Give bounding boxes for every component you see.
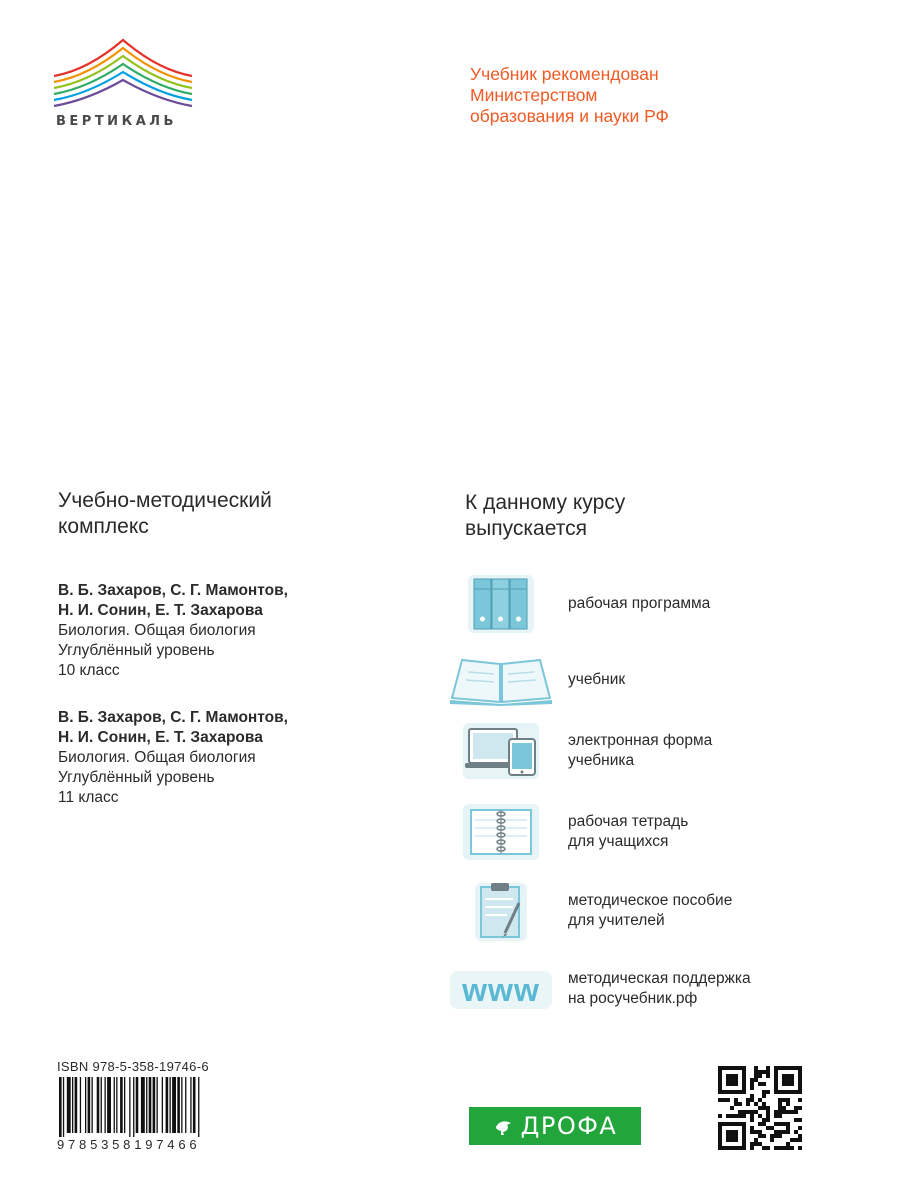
www-icon-text: www bbox=[462, 972, 540, 1008]
book-authors: В. Б. Захаров, С. Г. Мамонтов, bbox=[58, 709, 288, 726]
book-title: Биология. Общая биология bbox=[58, 749, 256, 766]
resource-item bbox=[448, 648, 848, 712]
logo-text: ВЕРТИКАЛЬ bbox=[56, 114, 177, 129]
publisher-name: ДРОФА bbox=[520, 1112, 618, 1140]
qr-code-icon bbox=[718, 1066, 802, 1150]
resource-label-line: рабочая тетрадь bbox=[568, 813, 689, 830]
www-icon bbox=[448, 957, 554, 1021]
book-level: Углублённый уровень bbox=[58, 769, 215, 786]
course-heading bbox=[465, 490, 825, 542]
bird-icon bbox=[493, 1115, 515, 1137]
book-grade: 10 класс bbox=[58, 662, 120, 679]
resource-item bbox=[448, 800, 848, 864]
resource-item bbox=[448, 957, 848, 1021]
logo-arcs-icon bbox=[48, 36, 198, 112]
resource-label-line: на росучебник.рф bbox=[568, 990, 698, 1007]
recommendation-line: Министерством bbox=[470, 85, 598, 105]
book-entry bbox=[58, 581, 418, 681]
resource-label-line: учебника bbox=[568, 752, 635, 769]
logo-arc bbox=[54, 80, 192, 106]
binders-icon bbox=[448, 572, 554, 636]
barcode-icon bbox=[57, 1077, 247, 1137]
isbn-label: ISBN 978-5-358-19746-6 bbox=[57, 1059, 209, 1074]
book-authors: Н. И. Сонин, Е. Т. Захарова bbox=[58, 729, 263, 746]
book-entry bbox=[58, 708, 418, 808]
heading-line: Учебно-методический bbox=[58, 489, 272, 512]
book-authors: Н. И. Сонин, Е. Т. Захарова bbox=[58, 602, 263, 619]
heading-line: выпускается bbox=[465, 517, 587, 540]
notebook-icon bbox=[448, 800, 554, 864]
resource-label bbox=[568, 812, 688, 852]
recommendation-note bbox=[470, 64, 830, 127]
book-grade: 11 класс bbox=[58, 789, 119, 806]
resource-label-line: электронная форма bbox=[568, 732, 713, 749]
resource-label-line: методическая поддержка bbox=[568, 970, 751, 987]
devices-icon bbox=[448, 719, 554, 783]
recommendation-line: образования и науки РФ bbox=[470, 106, 669, 126]
umk-heading bbox=[58, 488, 418, 540]
resource-item bbox=[448, 879, 848, 943]
resource-label bbox=[568, 670, 625, 690]
open-book-icon bbox=[448, 648, 554, 712]
logo-arc bbox=[54, 40, 192, 76]
resource-item bbox=[448, 719, 848, 783]
publisher-logo bbox=[48, 36, 198, 129]
resource-label bbox=[568, 891, 732, 931]
publisher-badge bbox=[469, 1107, 641, 1145]
resource-label-line: для учащихся bbox=[568, 833, 669, 850]
resource-label bbox=[568, 731, 712, 771]
heading-line: К данному курсу bbox=[465, 491, 626, 514]
resource-label-line: учебник bbox=[568, 671, 626, 688]
clipboard-icon bbox=[448, 879, 554, 943]
book-title: Биология. Общая биология bbox=[58, 622, 256, 639]
resource-label-line: для учителей bbox=[568, 912, 665, 929]
resource-label-line: методическое пособие bbox=[568, 892, 733, 909]
heading-line: комплекс bbox=[58, 515, 149, 538]
resource-label bbox=[568, 594, 710, 614]
resource-item bbox=[448, 572, 848, 636]
book-level: Углублённый уровень bbox=[58, 642, 215, 659]
recommendation-line: Учебник рекомендован bbox=[470, 64, 659, 84]
resource-label bbox=[568, 969, 751, 1009]
barcode-digits: 9785358197466 bbox=[57, 1137, 201, 1152]
book-authors: В. Б. Захаров, С. Г. Мамонтов, bbox=[58, 582, 288, 599]
resource-label-line: рабочая программа bbox=[568, 595, 711, 612]
